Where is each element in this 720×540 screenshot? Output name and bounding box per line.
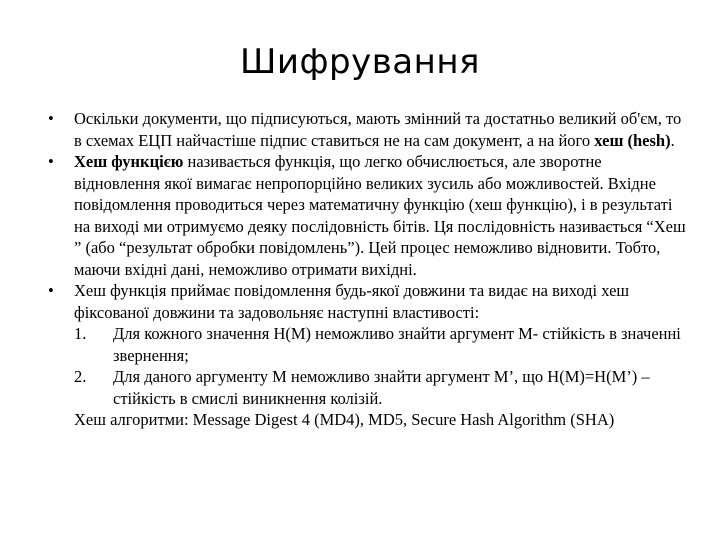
bullet-text: Оскільки документи, що підписуються, мають змінний та достатньо великий об'єм, то в схемах ЕЦП найчастіше підпис ставиться не на сам документ, а на його (74, 109, 682, 150)
list-number: 2. (74, 367, 87, 386)
hash-algorithms-line: Хеш алгоритми: Message Digest 4 (MD4), MD5, Secure Hash Algorithm (SHA) (74, 410, 615, 429)
bullet-text: Хеш функція приймає повідомлення будь-якої довжини та видає на виході хеш фіксованої довжини та задовольняє наступні властивості: (74, 281, 630, 322)
bold-term: Хеш функцією (74, 152, 184, 171)
bullet-icon: • (48, 281, 54, 300)
numbered-text: Для даного аргументу М неможливо знайти аргумент M’, що H(M)=H(M’) – стійкість в смислі виникнення колізій. (113, 367, 650, 408)
bold-term: хеш (hesh) (594, 130, 671, 150)
numbered-item (48, 323, 688, 366)
bullet-icon: • (48, 152, 54, 171)
slide-title: Шифрування (239, 42, 480, 82)
bullet-item (48, 151, 688, 280)
bullet-text: називається функція, що легко обчислюється, але зворотне відновлення якої вимагає непропорційно великих зусиль або можливостей. Вхідне повідомлення проводиться через математичну функцію (хеш функцію), і в результаті на виході ми отримуємо деяку послідовність бітів. Ця послідовність називається “Хеш ” (або “результат обробки повідомлень”). Цей процес неможливо відновити. Тобто, маючи вхідні дані, неможливо отримати вихідні. (74, 152, 686, 279)
bullet-item (48, 108, 688, 151)
numbered-text: Для кожного значення H(M) неможливо знайти аргумент М- стійкість в значенні звернення; (113, 324, 681, 365)
bullet-item (48, 280, 688, 323)
list-number: 1. (74, 324, 87, 343)
bullet-icon: • (48, 109, 54, 128)
bullet-text: . (670, 130, 675, 150)
numbered-item (48, 366, 688, 409)
slide-body (48, 108, 688, 431)
